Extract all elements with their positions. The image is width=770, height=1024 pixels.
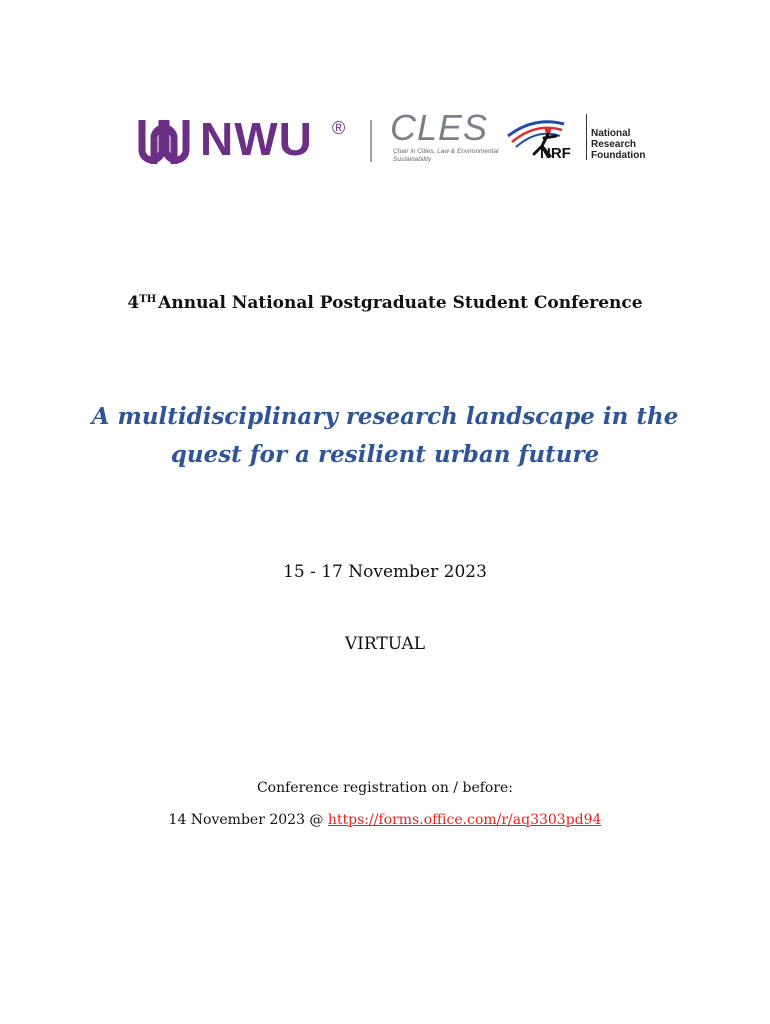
nrf-emblem-icon [504, 114, 584, 164]
registration-deadline-line [0, 809, 770, 831]
registration-label: Conference registration on / before: [256, 780, 514, 796]
theme-line-2: quest for a resilient urban future [170, 441, 600, 468]
conference-mode: VIRTUAL [344, 634, 426, 654]
nrf-full-name: National Research Foundation [591, 128, 646, 161]
cles-logo-subtitle: Chair in Cities, Law & Environmental Sustainability [393, 148, 499, 163]
logo-bar [136, 107, 656, 170]
conference-heading [0, 288, 770, 315]
svg-text:NRF: NRF [540, 145, 571, 162]
conference-ordinal-suffix: TH [139, 294, 157, 305]
registered-mark: ® [332, 118, 346, 138]
cles-logo-text: CLES [390, 107, 489, 148]
registration-deadline: 14 November 2023 @ [168, 812, 324, 828]
logo-divider [370, 120, 372, 162]
conference-title: Annual National Postgraduate Student Conference [158, 293, 643, 313]
theme-line-1: A multidisciplinary research landscape in the [91, 403, 679, 430]
nwu-emblem-icon [136, 116, 192, 168]
conference-ordinal: 4 [127, 293, 140, 313]
nwu-logo-text: NWU [200, 113, 313, 165]
conference-dates: 15 - 17 November 2023 [283, 562, 487, 582]
registration-link[interactable]: https://forms.office.com/r/aq3303pd94 [327, 812, 602, 828]
nrf-divider [586, 114, 587, 160]
conference-theme [60, 398, 710, 474]
